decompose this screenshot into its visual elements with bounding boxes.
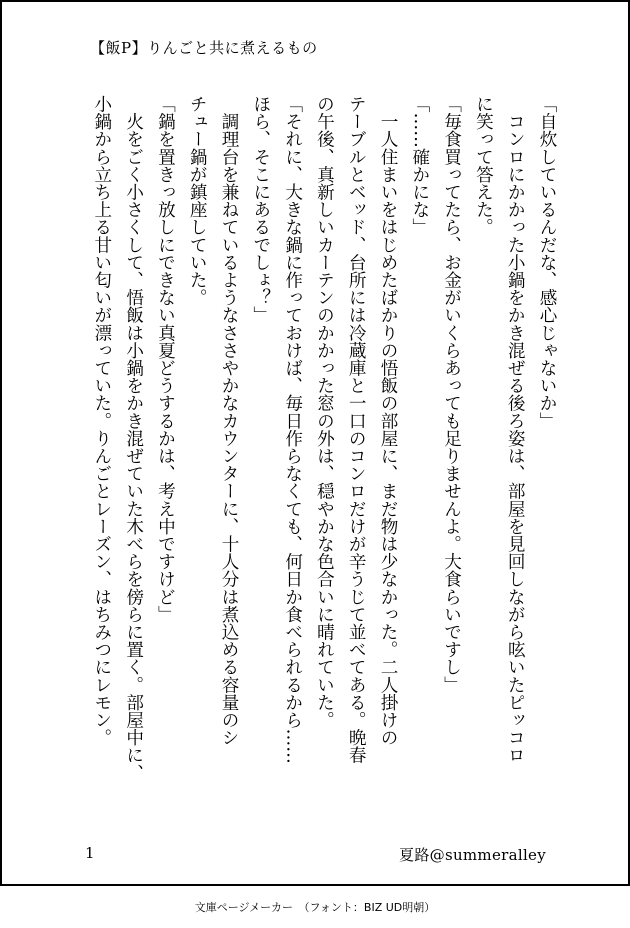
body-line: ほら、そこにあるでしょ？」 bbox=[250, 95, 271, 324]
body-line: 調理台を兼ねているようなささやかなカウンターに、十人分は煮込める容量のシ bbox=[219, 95, 240, 747]
body-line: 「毎食買ってたら、お金がいくらあっても足りませんよ。大食らいですし」 bbox=[441, 95, 462, 694]
body-line: 「……確かにな」 bbox=[409, 95, 430, 236]
body-line: の午後、真新しいカーテンのかかった窓の外は、穏やかな色合いに晴れていた。 bbox=[314, 95, 335, 729]
body-line: 小鍋から立ち上る甘い匂いが漂っていた。りんごとレーズン、はちみつにレモン。 bbox=[91, 95, 112, 747]
body-line: 火をごく小さくして、悟飯は小鍋をかき混ぜていた木べらを傍らに置く。部屋中に、 bbox=[123, 95, 144, 782]
body-text bbox=[85, 95, 562, 830]
body-line: 「自炊しているんだな、感心じゃないか」 bbox=[537, 95, 557, 430]
page-number: 1 bbox=[85, 844, 95, 862]
running-title: 【飯P】りんごと共に煮えるもの bbox=[90, 39, 318, 57]
body-line: 一人住まいをはじめたばかりの悟飯の部屋に、まだ物は少なかった。二人掛けの bbox=[378, 95, 399, 747]
footer-caption: 文庫ページメーカー （フォント：BIZ UD明朝） bbox=[194, 901, 436, 914]
body-line: 「鍋を置きっ放しにできない真夏どうするかは、考え中ですけど」 bbox=[155, 95, 176, 623]
body-line: チュー鍋が鎮座していた。 bbox=[187, 95, 208, 307]
body-line: テーブルとベッド、台所には冷蔵庫と一口のコンロだけが辛うじて並べてある。晩春 bbox=[346, 95, 367, 764]
author-credit: 夏路@summeralley bbox=[399, 846, 546, 864]
body-line: 「それに、大きな鍋に作っておけば、毎日作らなくても、何日か食べられるから…… bbox=[282, 95, 303, 764]
body-line: に笑って答えた。 bbox=[473, 95, 494, 236]
body-line: コンロにかかった小鍋をかき混ぜる後ろ姿は、部屋を見回しながら呟いたピッコロ bbox=[505, 95, 526, 764]
